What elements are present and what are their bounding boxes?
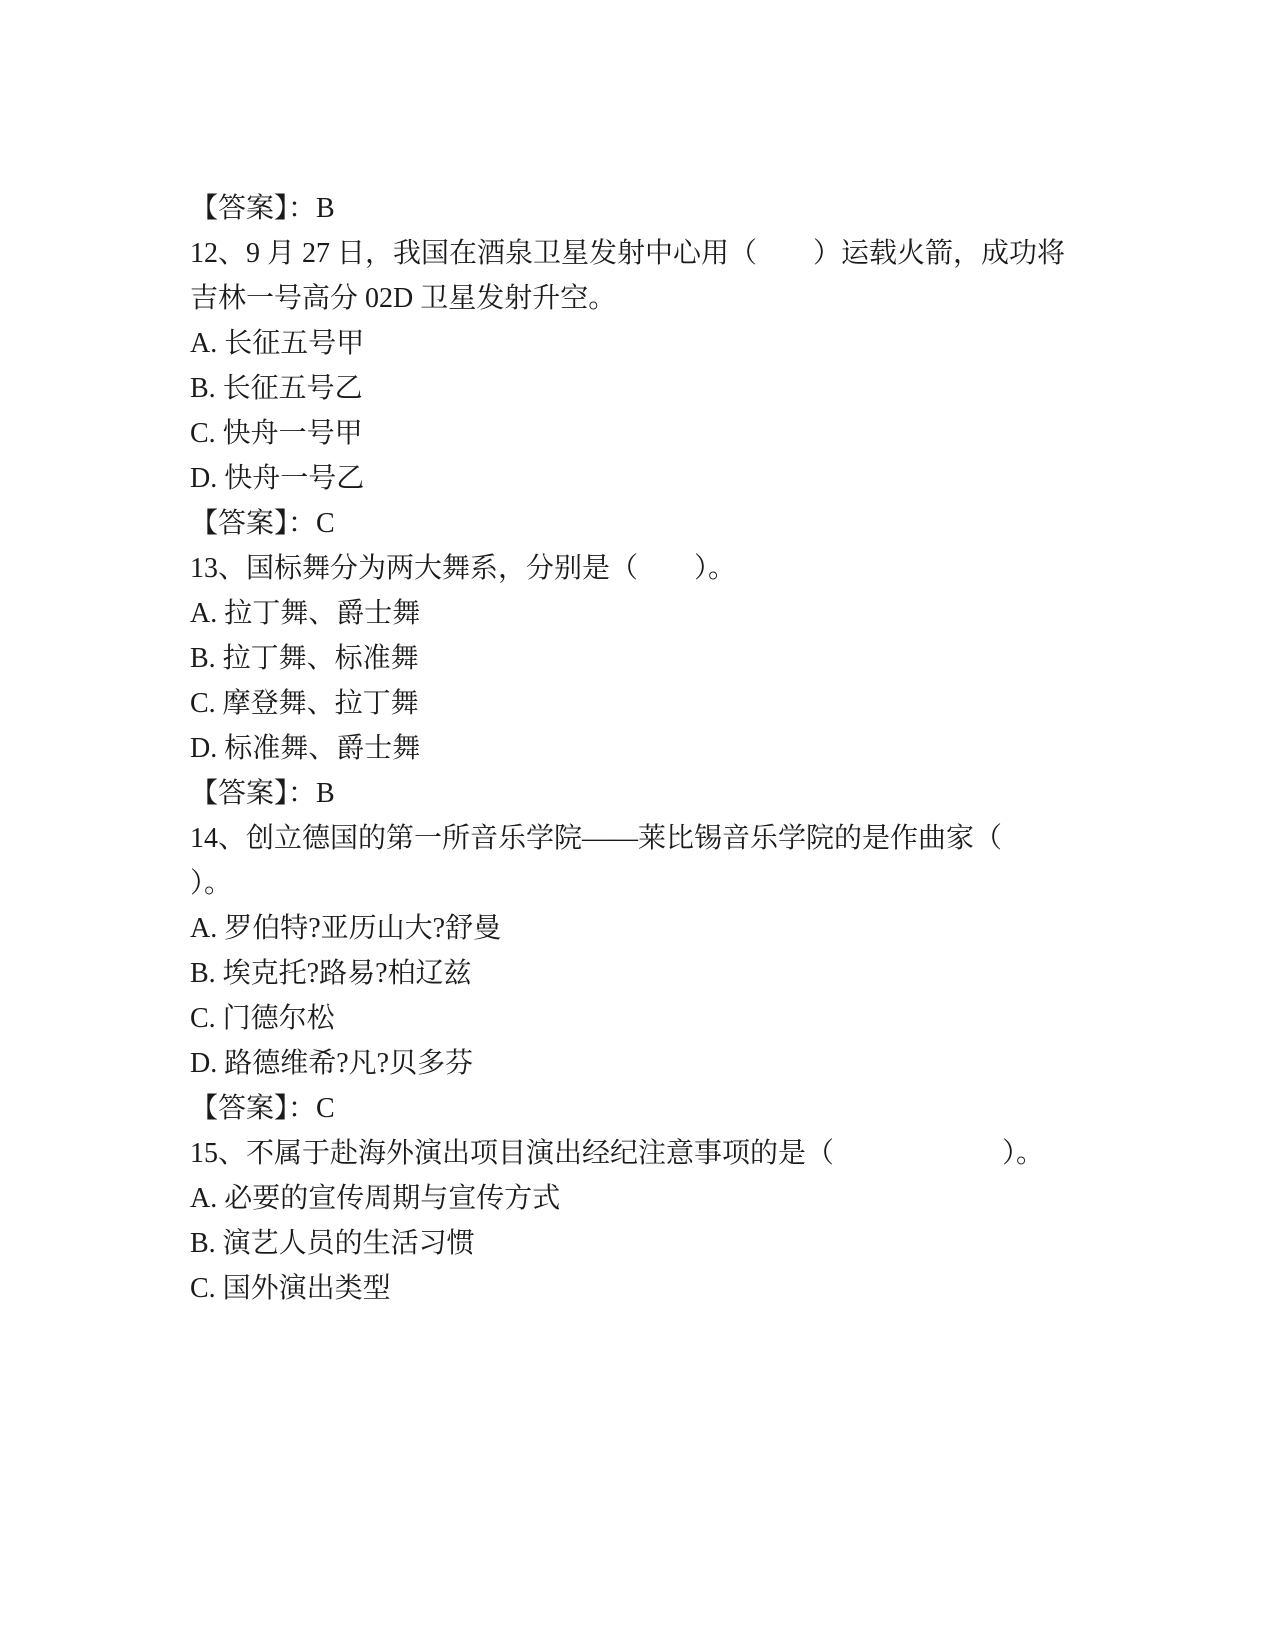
question-block-13 — [190, 546, 1125, 816]
question-12-stem-line-2: 吉林一号高分 02D 卫星发射升空。 — [190, 283, 617, 314]
question-13-option-a: A. 拉丁舞、爵士舞 — [190, 598, 421, 629]
question-13-option-c: C. 摩登舞、拉丁舞 — [190, 688, 419, 719]
question-14-option-b: B. 埃克托?路易?柏辽兹 — [190, 958, 472, 989]
question-13-stem-line-1: 13、国标舞分为两大舞系，分别是（ ）。 — [190, 553, 737, 584]
answer-line-q12: 【答案】：C — [190, 508, 335, 539]
question-13-option-b: B. 拉丁舞、标准舞 — [190, 643, 419, 674]
question-15-option-b: B. 演艺人员的生活习惯 — [190, 1228, 475, 1259]
question-14-option-a: A. 罗伯特?亚历山大?舒曼 — [190, 913, 502, 944]
question-14-stem-line-2: ）。 — [190, 868, 233, 899]
question-15-option-a: A. 必要的宣传周期与宣传方式 — [190, 1183, 561, 1214]
question-15-stem-line-1: 15、不属于赴海外演出项目演出经纪注意事项的是（ ）。 — [190, 1138, 1045, 1169]
question-block-14 — [190, 816, 1125, 1131]
question-12-stem-line-1: 12、9 月 27 日，我国在酒泉卫星发射中心用（ ）运载火箭，成功将 — [190, 238, 1066, 269]
question-block-15 — [190, 1131, 1125, 1311]
answer-line-q11: 【答案】：B — [190, 193, 335, 224]
question-12-option-c: C. 快舟一号甲 — [190, 418, 363, 449]
answer-line-q13: 【答案】：B — [190, 778, 335, 809]
question-15-option-c: C. 国外演出类型 — [190, 1273, 391, 1304]
question-13-option-d: D. 标准舞、爵士舞 — [190, 733, 421, 764]
question-14-stem-line-1: 14、创立德国的第一所音乐学院——莱比锡音乐学院的是作曲家（ — [190, 823, 1003, 854]
question-14-option-d: D. 路德维希?凡?贝多芬 — [190, 1048, 474, 1079]
question-12-option-a: A. 长征五号甲 — [190, 328, 365, 359]
question-12-option-d: D. 快舟一号乙 — [190, 463, 365, 494]
question-14-option-c: C. 门德尔松 — [190, 1003, 335, 1034]
question-block-12 — [190, 231, 1125, 546]
answer-line-q14: 【答案】：C — [190, 1093, 335, 1124]
question-12-option-b: B. 长征五号乙 — [190, 373, 363, 404]
